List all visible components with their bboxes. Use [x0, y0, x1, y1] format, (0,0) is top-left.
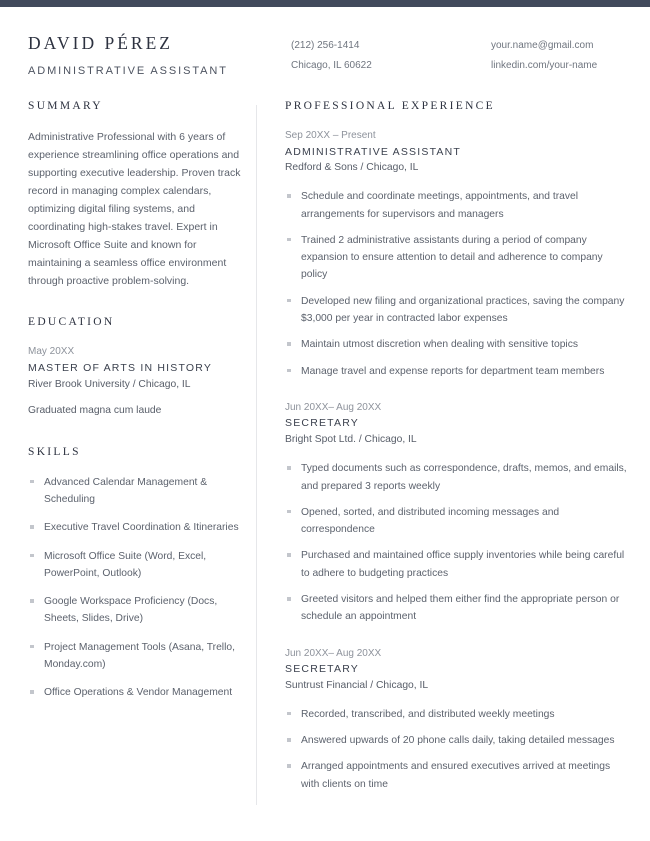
list-item [285, 363, 628, 380]
bullet-icon [30, 599, 34, 603]
list-item [28, 474, 246, 509]
skill-text: Project Management Tools (Asana, Trello, Monday.com) [44, 641, 235, 671]
bullet-icon [287, 553, 291, 557]
bullet-icon [287, 510, 291, 514]
bullet-text: Purchased and maintained office supply inventories while being careful to adhere to budgeting practices [301, 550, 625, 579]
bullet-icon [30, 645, 34, 649]
job-bullets [285, 706, 628, 793]
skill-text: Office Operations & Vendor Management [44, 687, 233, 699]
list-item [28, 593, 246, 628]
bullet-text: Typed documents such as correspondence, drafts, memos, and emails, and prepared 3 reports weekly [301, 463, 627, 492]
candidate-name: DAVID PÉREZ [28, 33, 173, 53]
job-role: SECRETARY [285, 663, 360, 676]
section-education [28, 316, 246, 419]
skill-text: Microsoft Office Suite (Word, Excel, PowerPoint, Outlook) [44, 550, 207, 579]
bullet-icon [30, 690, 34, 694]
section-summary [28, 100, 246, 290]
job-date: Sep 20XX – Present [285, 130, 376, 141]
bullet-text: Arranged appointments and ensured executives arrived at meetings with clients on time [301, 761, 611, 790]
job-bullets [285, 188, 628, 380]
list-item [285, 232, 628, 284]
education-school: River Brook University / Chicago, IL [28, 378, 191, 390]
bullet-text: Manage travel and expense reports for department team members [301, 365, 605, 377]
bullet-text: Answered upwards of 20 phone calls daily, taking detailed messages [301, 735, 615, 747]
bullet-icon [287, 597, 291, 601]
bullet-text: Developed new filing and organizational practices, saving the company $3,000 per year in contracted labor expenses [301, 295, 625, 325]
candidate-job-title: ADMINISTRATIVE ASSISTANT [28, 64, 228, 77]
list-item [285, 336, 628, 353]
bullet-text: Opened, sorted, and distributed incoming messages and correspondence [301, 506, 560, 536]
right-column [257, 100, 628, 819]
resume-body [0, 100, 650, 819]
skill-text: Google Workspace Proficiency (Docs, Sheets, Slides, Drive) [44, 596, 218, 625]
education-note: Graduated magna cum laude [28, 404, 162, 416]
section-experience [285, 100, 628, 793]
section-skills [28, 446, 246, 702]
bullet-text: Greeted visitors and helped them either find the appropriate person or schedule an appointment [301, 594, 620, 623]
bullet-icon [287, 194, 291, 198]
skill-text: Executive Travel Coordination & Itineraries [44, 522, 239, 534]
list-item [285, 758, 628, 793]
education-date: May 20XX [28, 346, 75, 358]
list-item [285, 504, 628, 539]
list-item [28, 548, 246, 583]
job-org: Bright Spot Ltd. / Chicago, IL [285, 434, 417, 446]
contact-location: Chicago, IL 60622 [291, 59, 372, 71]
skills-heading: SKILLS [28, 445, 81, 458]
list-item [285, 460, 628, 495]
experience-job [285, 400, 628, 626]
list-item [28, 684, 246, 701]
contact-column-left [291, 36, 491, 75]
identity-block [28, 33, 283, 78]
bullet-icon [287, 764, 291, 768]
bullet-text: Recorded, transcribed, and distributed weekly meetings [301, 708, 555, 720]
job-date: Jun 20XX– Aug 20XX [285, 647, 382, 659]
top-accent-bar [0, 0, 650, 7]
bullet-icon [30, 525, 34, 529]
bullet-icon [287, 299, 291, 303]
bullet-icon [287, 466, 291, 470]
list-item [285, 547, 628, 582]
contact-column-right [491, 36, 650, 75]
job-role: ADMINISTRATIVE ASSISTANT [285, 145, 462, 158]
list-item [285, 188, 628, 223]
bullet-icon [287, 369, 291, 373]
education-degree: MASTER OF ARTS IN HISTORY [28, 361, 213, 374]
skills-list [28, 474, 246, 702]
job-date: Jun 20XX– Aug 20XX [285, 401, 382, 413]
list-item [285, 706, 628, 723]
education-heading: EDUCATION [28, 316, 115, 329]
bullet-text: Trained 2 administrative assistants during a period of company expansion to ensure attention to detail and adherence to company policy [301, 234, 603, 281]
experience-heading: PROFESSIONAL EXPERIENCE [285, 100, 495, 112]
contact-linkedin[interactable]: linkedin.com/your-name [491, 59, 598, 71]
list-item [285, 591, 628, 626]
job-org: Redford & Sons / Chicago, IL [285, 162, 419, 174]
list-item [28, 639, 246, 674]
left-column [28, 100, 256, 819]
job-role: SECRETARY [285, 417, 360, 430]
job-bullets [285, 460, 628, 625]
summary-text: Administrative Professional with 6 years of experience streamlining office operations and supporting executive leadership. Proven track record in managing complex calendars, optimizing digital filing systems, and coordinating high-stakes travel. Expert in Microsoft Office Suite and known for maintaining a seamless office environment through proactive problem-solving. [28, 131, 241, 288]
bullet-icon [287, 238, 291, 242]
education-entry [28, 344, 246, 419]
resume-header [0, 7, 650, 93]
bullet-text: Schedule and coordinate meetings, appointments, and travel arrangements for supervisors and managers [301, 191, 579, 220]
contact-email[interactable]: your.name@gmail.com [491, 40, 594, 51]
bullet-icon [287, 342, 291, 346]
bullet-icon [30, 554, 34, 558]
bullet-icon [287, 738, 291, 742]
experience-job [285, 128, 628, 380]
list-item [285, 293, 628, 328]
bullet-icon [287, 712, 291, 716]
contact-phone[interactable]: (212) 256-1414 [291, 40, 360, 51]
contact-block [283, 33, 650, 75]
bullet-text: Maintain utmost discretion when dealing with sensitive topics [301, 339, 579, 351]
list-item [28, 519, 246, 536]
bullet-icon [30, 480, 34, 484]
summary-heading: SUMMARY [28, 100, 103, 112]
experience-job [285, 646, 628, 793]
list-item [285, 732, 628, 749]
skill-text: Advanced Calendar Management & Scheduling [44, 476, 208, 505]
job-org: Suntrust Financial / Chicago, IL [285, 679, 429, 691]
